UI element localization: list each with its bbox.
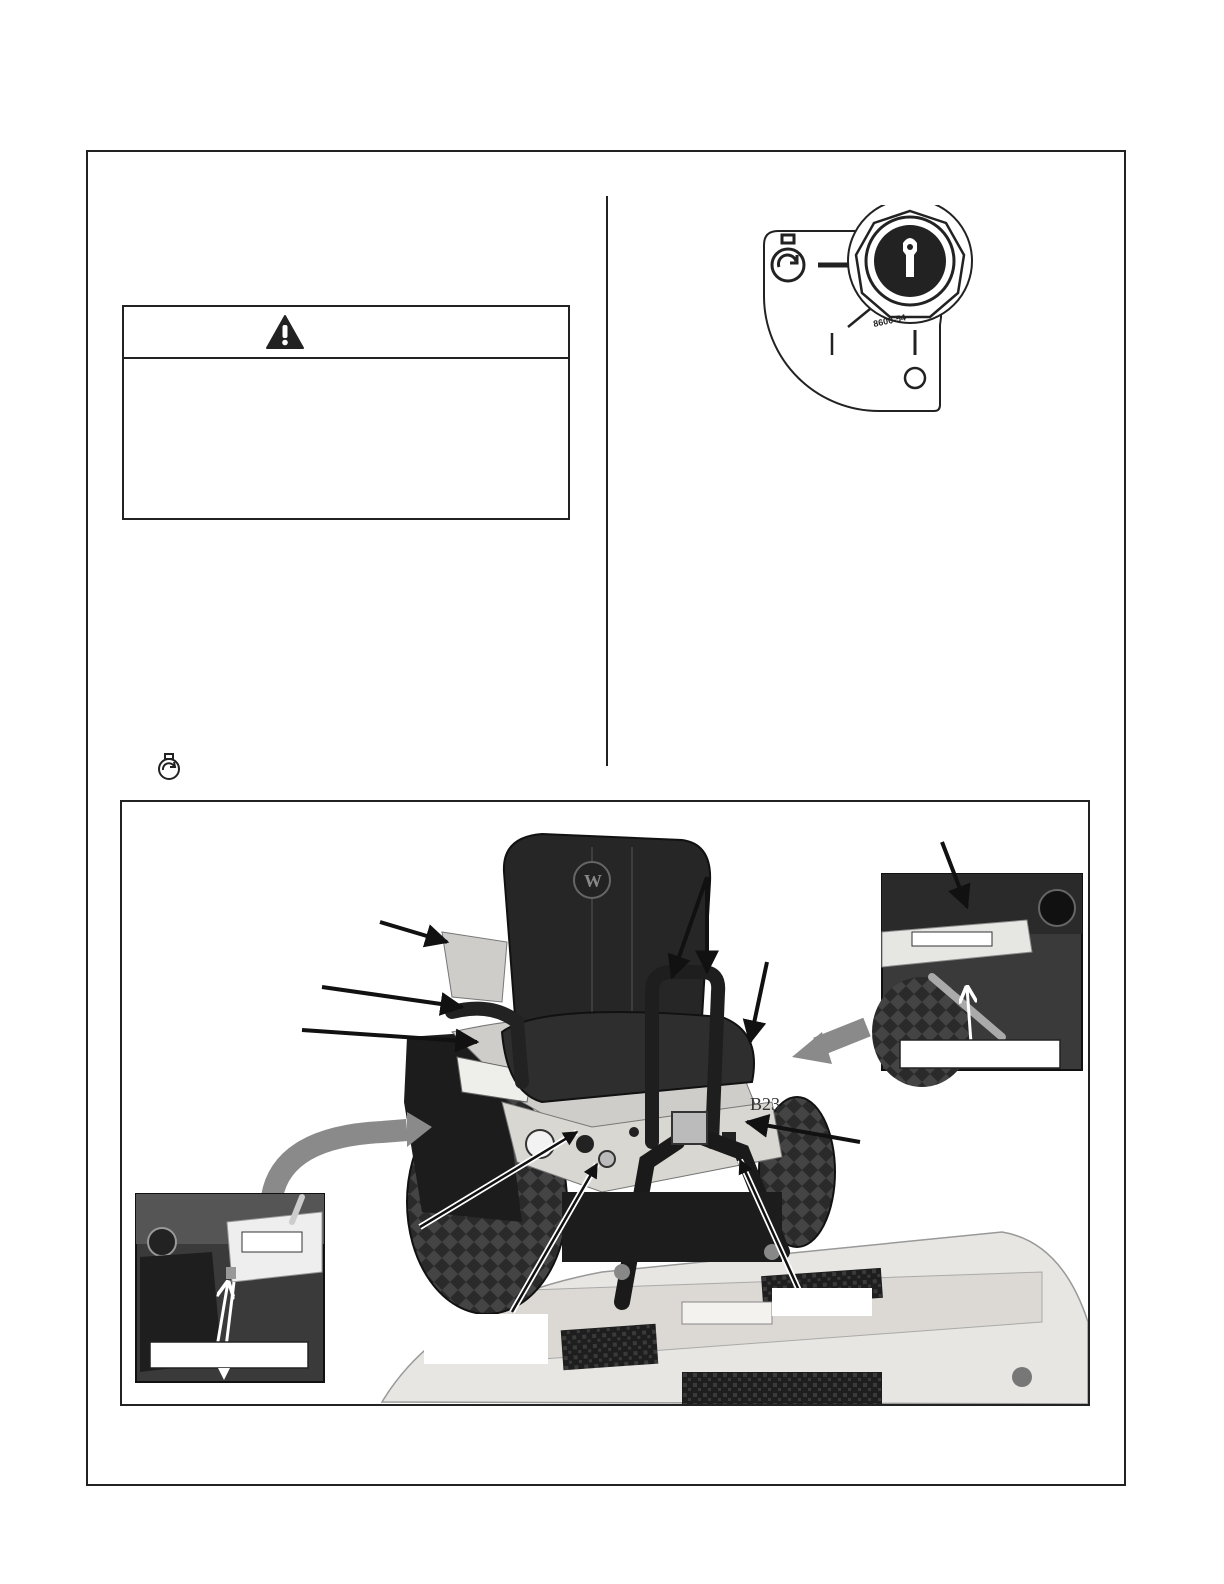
- pto-callout-label: [772, 1288, 872, 1316]
- key-switch: [848, 205, 972, 323]
- warning-header: [124, 307, 568, 359]
- decal-part-number: 8600-54: [872, 312, 907, 329]
- column-divider: [606, 196, 608, 766]
- ignition-switch[interactable]: [576, 1135, 594, 1153]
- ignition-key-decal: [760, 205, 990, 415]
- throttle-knob[interactable]: [599, 1151, 615, 1167]
- inset-deck-lift: [872, 842, 1082, 1087]
- model-badge: B23: [750, 1094, 781, 1114]
- svg-text:W: W: [584, 871, 602, 891]
- throttle-callout-label: [424, 1314, 548, 1364]
- warning-box: [122, 305, 570, 520]
- fuel-shutoff-label: [150, 1342, 308, 1368]
- off-position-mark: [905, 368, 925, 388]
- mower-illustration: [122, 802, 1088, 1404]
- engine-start-icon: [156, 753, 182, 781]
- warning-triangle-icon: [265, 314, 305, 350]
- inset-fuel-shutoff: [136, 1194, 324, 1382]
- deck-lift-label: [900, 1040, 1060, 1068]
- parking-brake-lever[interactable]: [672, 1112, 707, 1144]
- mower-controls-photo: [120, 800, 1090, 1406]
- foot-mat-left: [561, 1324, 659, 1371]
